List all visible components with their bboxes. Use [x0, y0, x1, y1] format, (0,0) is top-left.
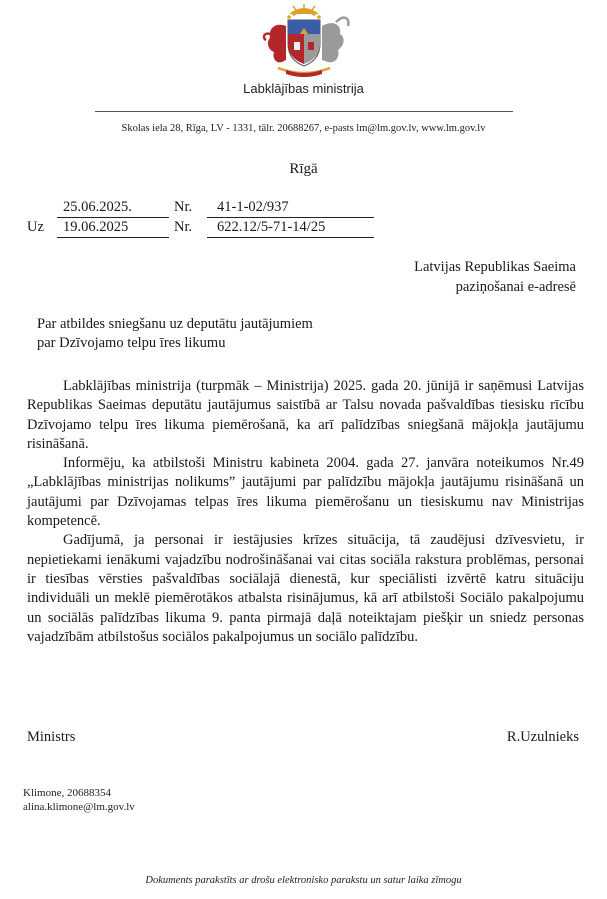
oak-branch-icon	[278, 68, 330, 77]
shield-icon	[288, 20, 320, 66]
signatory-name: R.Uzulnieks	[506, 729, 579, 745]
contact-line: Skolas iela 28, Rīga, LV - 1331, tālr. 20688267, e-pasts lm@lm.gov.lv, www.lm.gov.lv	[121, 123, 486, 134]
place-of-issue: Rīgā	[289, 161, 318, 177]
reply-date	[57, 218, 169, 238]
body-paragraph-2: Informēju, ka atbilstoši Ministru kabineta 2004. gada 27. janvāra noteikumos Nr.49 „Labklājības ministrijas nolikums” jautājumi par palīdzību mājokļa jautājumu risināšanā un jautājumi par Dzīvojamas telpas īres likuma piemērošanu un tiesiskumu nav Ministrijas kompetencē.	[27, 455, 584, 530]
document-number-value: 41-1-02/937	[207, 198, 374, 218]
document-number	[207, 198, 374, 218]
body-paragraph-1: Labklājības ministrija (turpmāk – Ministrija) 2025. gada 20. jūnijā ir saņēmusi Latvijas Republikas Saeimas deputātu jautājumus saistībā ar Talsu novada pašvaldības tiesisku rīcību Dzīvojamo telpu īres likuma piemērošanā, ka arī palīdzības sniegšanā mājokļa jautājumu risināšanā.	[27, 378, 584, 452]
subject-line-2: par Dzīvojamo telpu īres likumu	[37, 335, 226, 351]
reply-number-value: 622.12/5-71-14/25	[207, 218, 374, 238]
recipient-block	[414, 257, 576, 297]
preparer-name-phone: Klimone, 20688354	[23, 787, 111, 799]
body-paragraph-3: Gadījumā, ja personai ir iestājusies krīzes situācija, tā zaudējusi dzīvesvietu, ir nepietiekami ienākumi vajadzību nodrošināšanai vai citas sociāla rakstura problēmas, personai ir tiesības vērsties pašvaldības sociālajā dienestā, kur speciālisti izvērtē katru situāciju individuāli un meklē piemērotākos atbalsta risinājumus, kā arī atbilstoši Sociālo pakalpojumu un sociālās palīdzības likuma 9. panta pirmajā daļā noteiktajam piešķir un sniedz personas vajadzībām atbilstošus sociālos pakalpojumus un sociālo palīdzību.	[27, 532, 584, 645]
document-date-value: 25.06.2025.	[57, 198, 169, 218]
header-divider	[95, 111, 513, 112]
ministry-name: Labklājības ministrija	[243, 81, 364, 96]
reply-prefix: Uz	[27, 219, 44, 235]
signatory-title: Ministrs	[27, 729, 76, 745]
preparer-email: alina.klimone@lm.gov.lv	[23, 801, 135, 813]
document-nr-label: Nr.	[174, 199, 193, 215]
recipient-name: Latvijas Republikas Saeima	[414, 259, 576, 275]
griffin-supporter-icon	[322, 18, 348, 63]
letter-body	[27, 377, 584, 647]
lion-supporter-icon	[264, 25, 286, 63]
subject-line-1: Par atbildes sniegšanu uz deputātu jautājumiem	[37, 316, 313, 332]
reply-nr-label: Nr.	[174, 219, 193, 235]
coat-of-arms-logo	[256, 4, 352, 80]
reply-date-value: 19.06.2025	[57, 218, 169, 238]
e-signature-note: Dokuments parakstīts ar drošu elektronisko parakstu un satur laika zīmogu	[145, 875, 462, 886]
subject-block	[37, 315, 313, 353]
document-date	[57, 198, 169, 218]
reply-number	[207, 218, 374, 238]
recipient-delivery: paziņošanai e-adresē	[455, 279, 576, 295]
preparer-info	[23, 786, 135, 814]
